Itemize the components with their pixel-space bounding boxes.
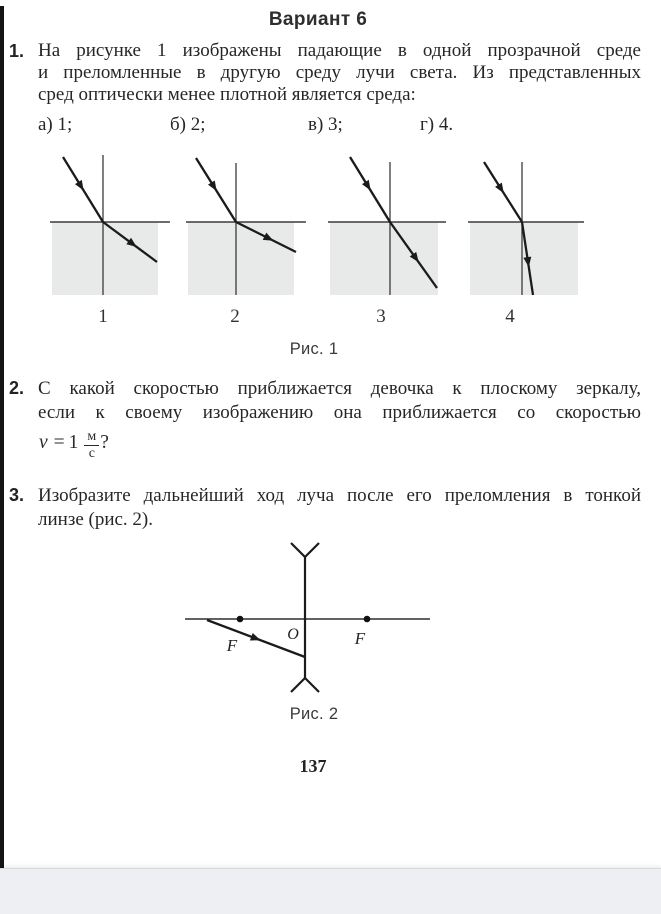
lens-center-label: O xyxy=(287,626,299,643)
right-focus-label: F xyxy=(354,629,366,648)
unit-denominator: с xyxy=(88,446,95,461)
question-2-line-2: если к своему изображению она приближается со скоростью xyxy=(38,401,641,423)
answer-option-b: б) 2; xyxy=(170,114,206,135)
question-1-line-1: На рисунке 1 изображены падающие в одной прозрачной среде xyxy=(38,40,641,61)
question-1-text xyxy=(38,40,641,106)
figure-2-lens-diagram xyxy=(180,538,440,700)
question-1-number: 1. xyxy=(9,41,25,61)
answer-option-a: а) 1; xyxy=(38,114,73,135)
answer-option-g: г) 4. xyxy=(420,114,454,135)
answer-option-v: в) 3; xyxy=(308,114,343,135)
diagram-1-label: 1 xyxy=(98,306,108,327)
page-number: 137 xyxy=(299,756,327,776)
diagram-2-label: 2 xyxy=(230,306,240,327)
formula-question-mark: ? xyxy=(100,432,109,453)
diagram-4-label: 4 xyxy=(505,306,515,327)
formula-value: 1 xyxy=(68,432,79,453)
question-1-line-2: и преломленные в другую среду лучи света. Из представленных xyxy=(38,62,641,83)
page-edge-strip xyxy=(0,6,4,874)
question-3-text xyxy=(38,484,641,531)
formula-variable: v xyxy=(39,432,48,453)
bottom-toolbar-band xyxy=(0,868,661,914)
diagram-3-label: 3 xyxy=(376,306,386,327)
page-title: Вариант 6 xyxy=(268,9,368,30)
figure-2-caption: Рис. 2 xyxy=(289,705,339,723)
question-2-text xyxy=(38,377,641,424)
unit-fraction xyxy=(84,430,99,461)
formula-equals: = xyxy=(53,432,65,453)
question-3-number: 3. xyxy=(9,485,25,505)
question-2-line-1: С какой скоростью приближается девочка к плоскому зеркалу, xyxy=(38,378,641,399)
speed-formula xyxy=(39,430,109,461)
figure-1-caption: Рис. 1 xyxy=(289,340,339,358)
question-3-line-1: Изобразите дальнейший ход луча после его преломления в тонкой xyxy=(38,485,641,506)
question-3-line-2: линзе (рис. 2). xyxy=(38,508,154,530)
unit-numerator: м xyxy=(84,430,99,446)
figure-1-refraction-diagrams xyxy=(0,152,661,300)
question-2-number: 2. xyxy=(9,378,25,398)
left-focus-label: F xyxy=(226,636,238,655)
question-1-line-3: сред оптически менее плотной является среда: xyxy=(38,84,416,105)
